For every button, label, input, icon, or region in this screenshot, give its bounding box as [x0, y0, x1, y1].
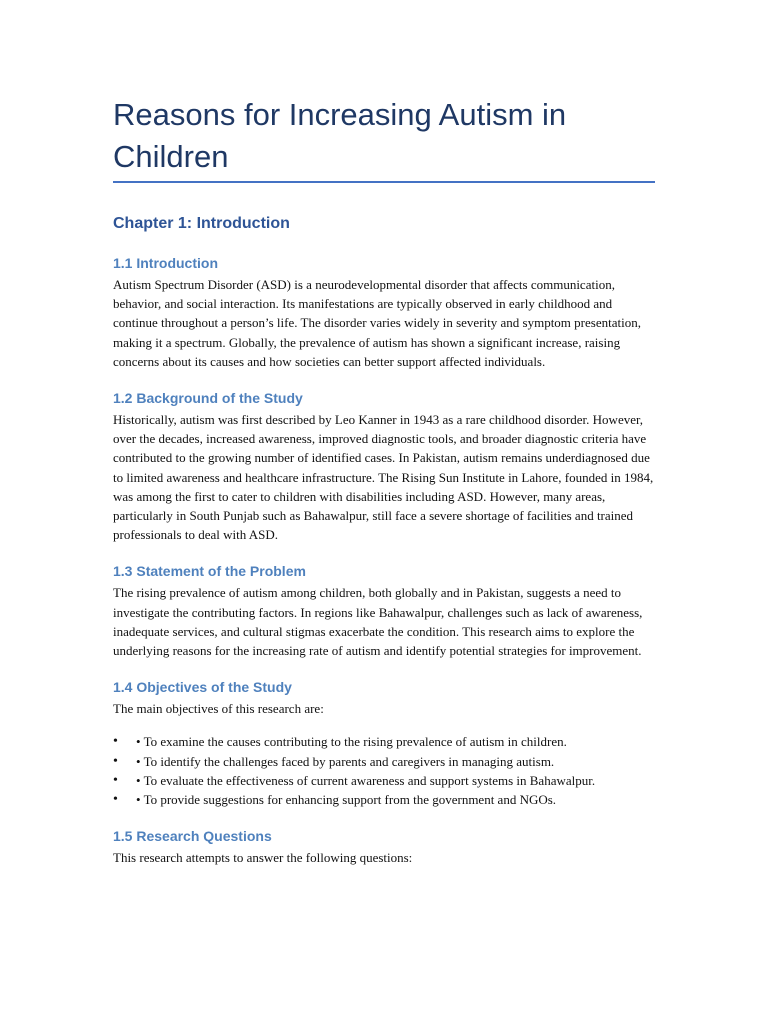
title-divider — [113, 181, 655, 183]
list-item-text: • To examine the causes contributing to the rising prevalence of autism in children. — [136, 734, 567, 750]
list-item-text: • To identify the challenges faced by parents and caregivers in managing autism. — [136, 753, 555, 769]
list-item-text: • To provide suggestions for enhancing support from the government and NGOs. — [136, 792, 557, 808]
document-title: Reasons for Increasing Autism in Children — [113, 97, 567, 174]
list-item — [113, 771, 655, 790]
objectives-list — [113, 732, 655, 809]
section-body-research-questions: This research attempts to answer the following questions: — [113, 850, 413, 866]
bullet-icon: • — [113, 734, 118, 750]
section-heading-background: 1.2 Background of the Study — [113, 390, 303, 407]
bullet-icon: • — [113, 792, 118, 808]
list-item — [113, 752, 655, 771]
list-item — [113, 790, 655, 809]
section-body-objectives: The main objectives of this research are: — [113, 701, 324, 717]
section-heading-problem-statement: 1.3 Statement of the Problem — [113, 563, 306, 580]
section-heading-objectives: 1.4 Objectives of the Study — [113, 679, 292, 696]
document-page — [113, 94, 655, 867]
list-item-text: • To evaluate the effectiveness of current awareness and support systems in Bahawalpur. — [136, 772, 596, 788]
section-body-background: Historically, autism was first described by Leo Kanner in 1943 as a rare childhood disorder. However, over the decades, increased awareness, improved diagnostic tools, and broader diagnostic criteria have contributed to the growing number of identified cases. In Pakistan, autism remains underdiagnosed due to limited awareness and healthcare infrastructure. The Rising Sun Institute in Lahore, founded in 1984, was among the first to cater to children with disabilities including ASD. However, many areas, particularly in South Punjab such as Bahawalpur, still face a severe shortage of facilities and trained professionals to deal with ASD. — [113, 412, 654, 543]
section-heading-introduction: 1.1 Introduction — [113, 255, 218, 271]
section-heading-research-questions: 1.5 Research Questions — [113, 828, 272, 845]
chapter-heading: Chapter 1: Introduction — [113, 215, 290, 232]
bullet-icon: • — [113, 753, 118, 769]
section-body-introduction: Autism Spectrum Disorder (ASD) is a neurodevelopmental disorder that affects communication, behavior, and social interaction. Its manifestations are typically observed in early childhood and continue throughout a person’s life. The disorder varies widely in severity and symptom presentation, making it a spectrum. Globally, the prevalence of autism has shown a significant increase, raising concerns about its causes and how societies can better support affected individuals. — [113, 277, 641, 369]
list-item — [113, 732, 655, 751]
section-body-problem-statement: The rising prevalence of autism among children, both globally and in Pakistan, suggests a need to investigate the contributing factors. In regions like Bahawalpur, challenges such as lack of awareness, inadequate services, and cultural stigmas exacerbate the condition. This research aims to explore the underlying reasons for the increasing rate of autism and identify potential strategies for improvement. — [113, 585, 643, 659]
bullet-icon: • — [113, 772, 118, 788]
